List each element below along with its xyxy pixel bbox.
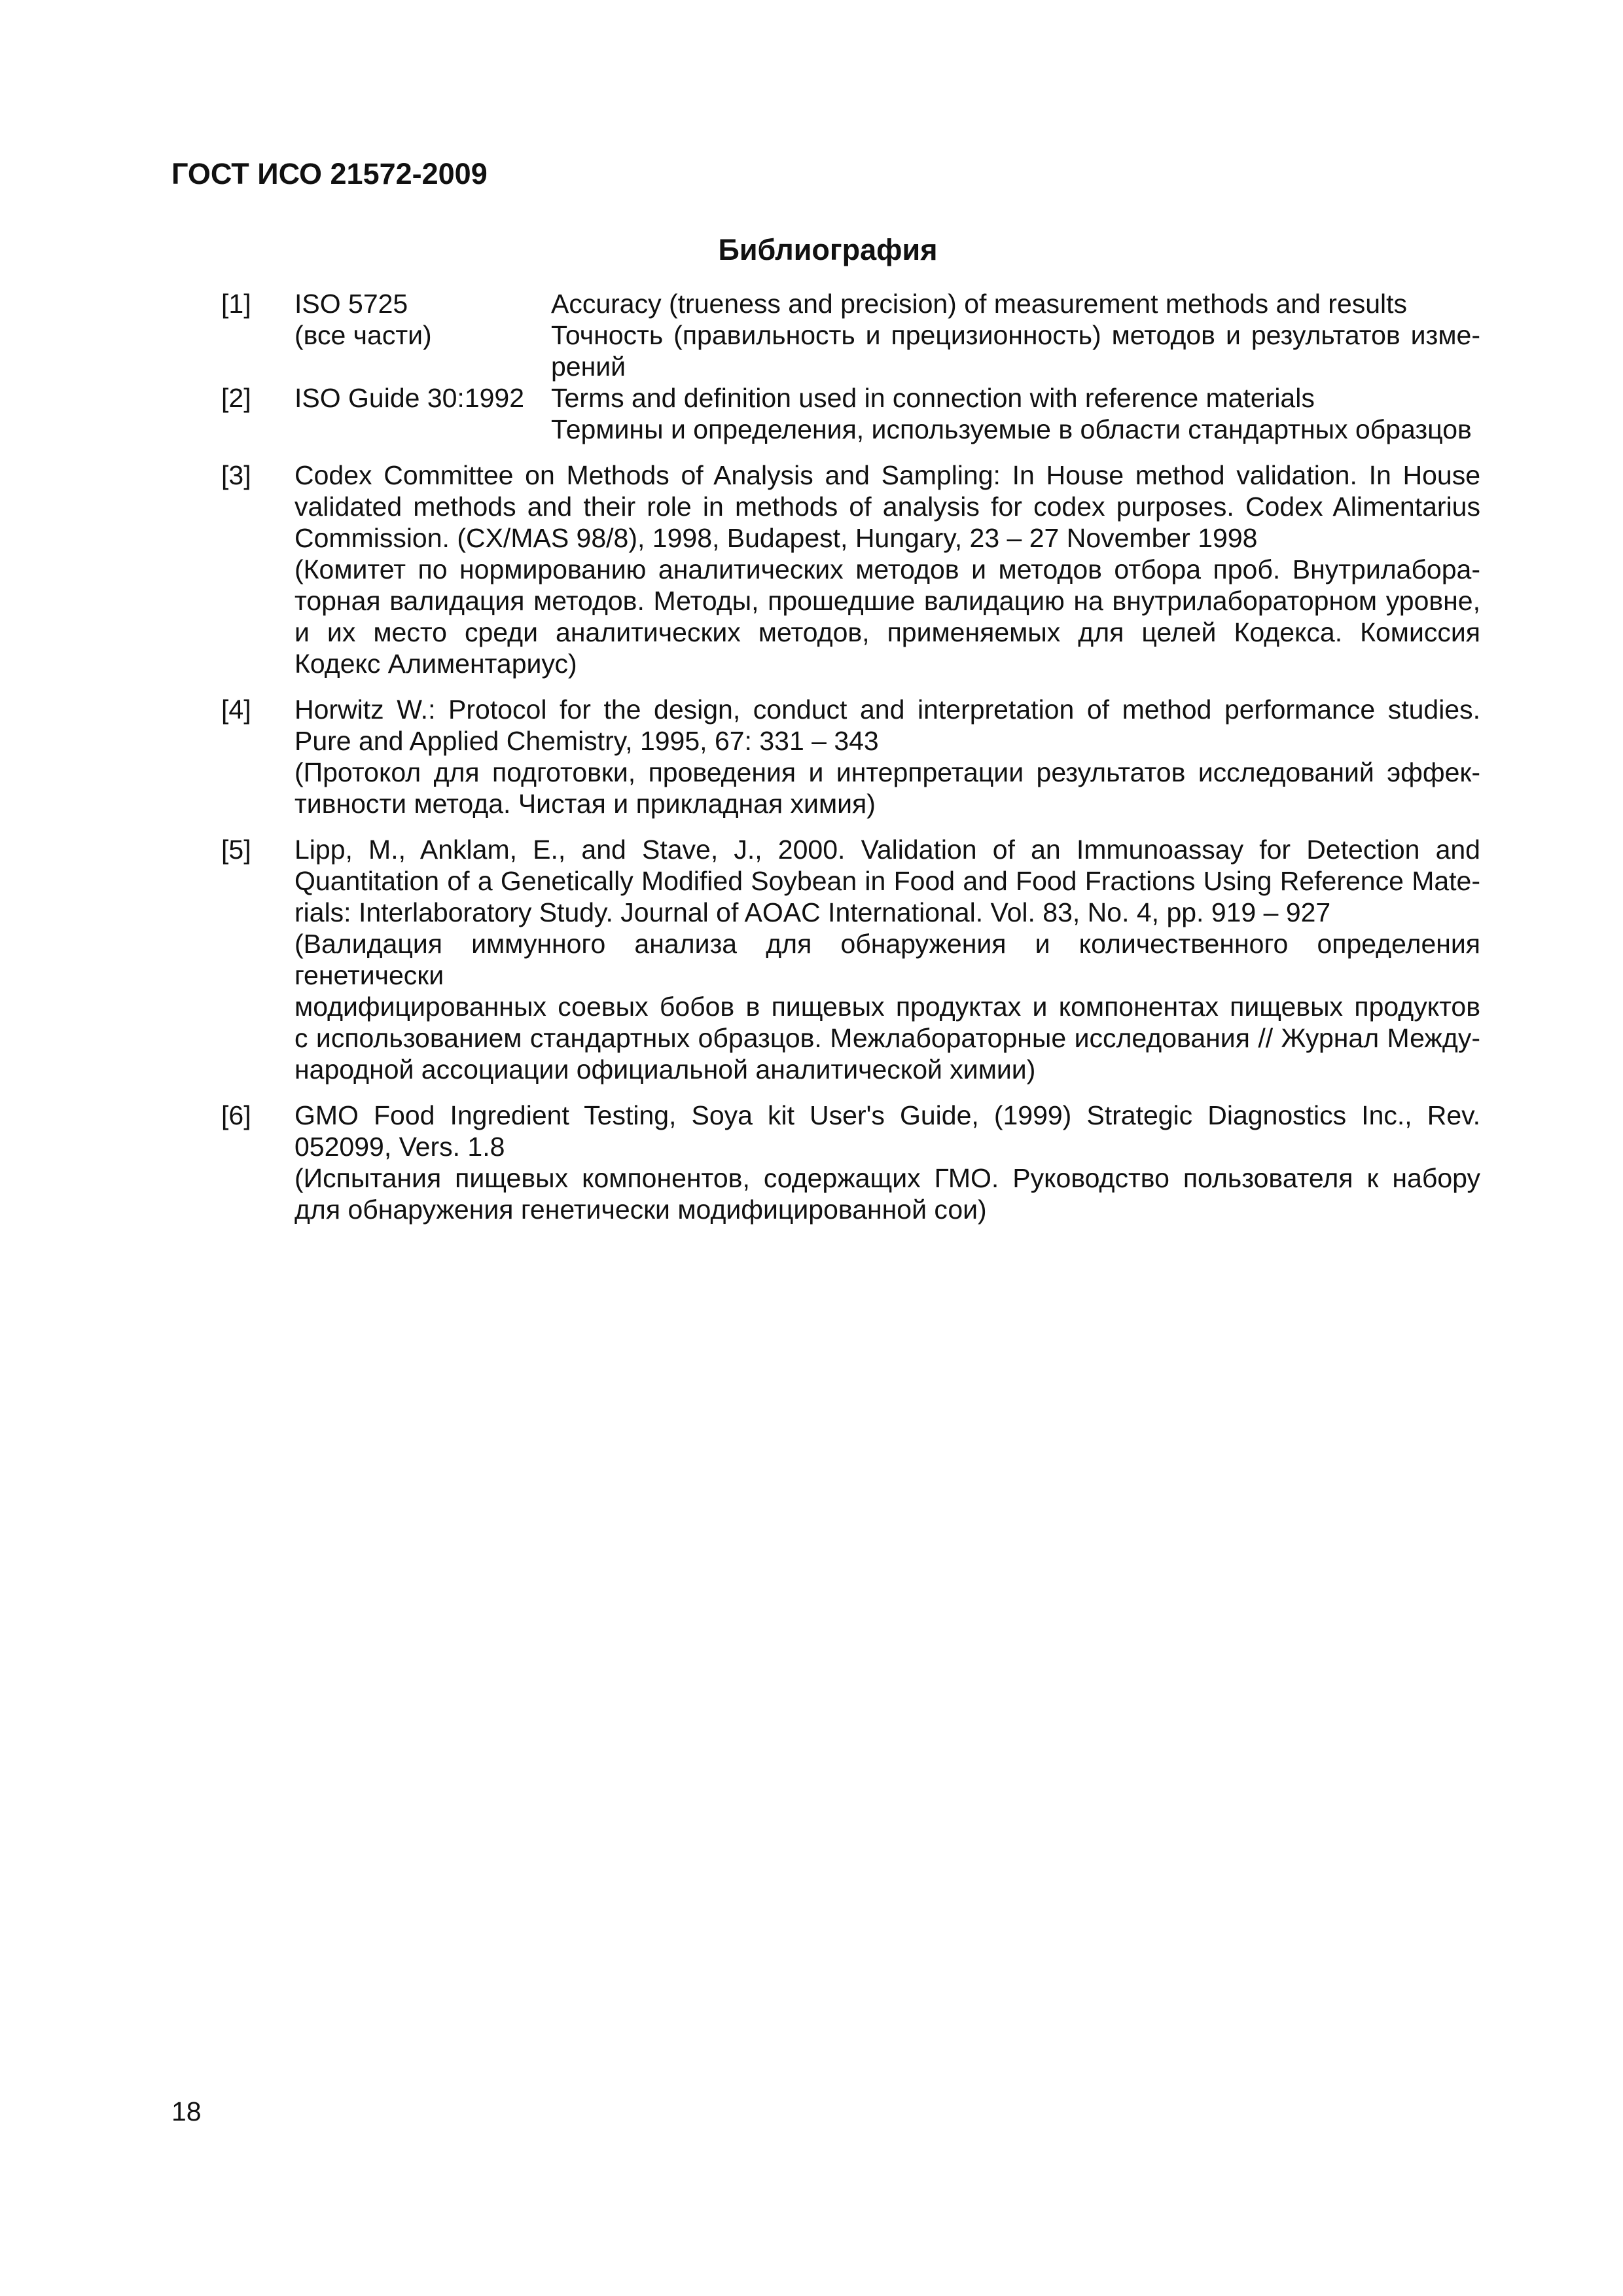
- entry-text-ru-line: (Испытания пищевых компонентов, содержащих ГМО. Руководство пользователя к набору: [294, 1163, 1480, 1193]
- entry-text-ru-line: (Протокол для подготовки, проведения и интерпретации результатов исследований эффек-: [294, 757, 1480, 787]
- document-code: ГОСТ ИСО 21572-2009: [171, 157, 488, 190]
- bibliography-entry-2: [221, 382, 1480, 445]
- entry-number: [4]: [221, 694, 251, 725]
- bibliography-entry-5: [221, 834, 1480, 1085]
- entry-text-en-line: 052099, Vers. 1.8: [294, 1132, 505, 1162]
- entry-number: [3]: [221, 460, 251, 490]
- entry-number: [1]: [221, 289, 251, 319]
- entry-text-ru-line: народной ассоциации официальной аналитической химии): [294, 1054, 1036, 1085]
- entry-standard-code: ISO 5725: [294, 289, 408, 319]
- entry-text-en-line: validated methods and their role in methods of analysis for codex purposes. Codex Alimentarius: [294, 492, 1480, 522]
- entry-text-en-line: Quantitation of a Genetically Modified Soybean in Food and Food Fractions Using Reference Mate-: [294, 866, 1480, 896]
- entry-text-en-line: GMO Food Ingredient Testing, Soya kit User's Guide, (1999) Strategic Diagnostics Inc., Rev.: [294, 1100, 1480, 1130]
- bibliography-entry-6: [221, 1100, 1480, 1225]
- entry-number: [2]: [221, 383, 251, 413]
- entry-title-ru: Точность (правильность и прецизионность) методов и результатов изме-: [551, 320, 1480, 350]
- entry-text-ru-line: модифицированных соевых бобов в пищевых продуктах и компонентах пищевых продуктов: [294, 992, 1480, 1022]
- entry-text-ru-line: Кодекс Алиментариус): [294, 649, 577, 679]
- entry-title-ru-cont: рений: [551, 351, 626, 382]
- entry-text-en-line: rials: Interlaboratory Study. Journal of AOAC International. Vol. 83, No. 4, pp. 919 – 927: [294, 897, 1331, 927]
- entry-text-en-line: Codex Committee on Methods of Analysis and Sampling: In House method validation. In House: [294, 460, 1480, 490]
- bibliography-entry-1: [221, 288, 1480, 382]
- entry-text-ru-line: тивности метода. Чистая и прикладная химия): [294, 789, 876, 819]
- entry-text-ru-line: торная валидация методов. Методы, прошедшие валидацию на внутрилабораторном уровне,: [294, 586, 1480, 616]
- bibliography-entry-4: [221, 694, 1480, 819]
- entry-text-ru-line: с использованием стандартных образцов. Межлабораторные исследования // Журнал Между-: [294, 1023, 1480, 1053]
- entry-text-en-line: Pure and Applied Chemistry, 1995, 67: 331 – 343: [294, 726, 879, 756]
- bibliography-list: [221, 288, 1480, 1225]
- entry-text-ru-line: (Комитет по нормированию аналитических методов и методов отбора проб. Внутрилабора-: [294, 554, 1480, 584]
- entry-text-ru-line: и их место среди аналитических методов, применяемых для целей Кодекса. Комиссия: [294, 617, 1480, 647]
- entry-title-en: Accuracy (trueness and precision) of measurement methods and results: [551, 289, 1408, 319]
- entry-title-ru: Термины и определения, используемые в области стандартных образцов: [551, 414, 1472, 444]
- entry-text-en-line: Commission. (CX/MAS 98/8), 1998, Budapest, Hungary, 23 – 27 November 1998: [294, 523, 1258, 553]
- entry-number: [6]: [221, 1100, 251, 1130]
- entry-number: [5]: [221, 834, 251, 865]
- entry-standard-code: ISO Guide 30:1992: [294, 383, 525, 413]
- entry-title-en: Terms and definition used in connection with reference materials: [551, 383, 1315, 413]
- bibliography-title: Библиография: [718, 233, 938, 266]
- entry-text-ru-line: для обнаружения генетически модифицированной сои): [294, 1194, 987, 1225]
- page-number: 18: [171, 2096, 202, 2126]
- bibliography-entry-3: [221, 459, 1480, 679]
- entry-text-ru-line: (Валидация иммунного анализа для обнаружения и количественного определения генетически: [294, 929, 1480, 990]
- entry-standard-code-sub: (все части): [294, 320, 432, 350]
- entry-text-en-line: Horwitz W.: Protocol for the design, conduct and interpretation of method performance studies.: [294, 694, 1480, 725]
- entry-text-en-line: Lipp, M., Anklam, E., and Stave, J., 2000. Validation of an Immunoassay for Detection and: [294, 834, 1480, 865]
